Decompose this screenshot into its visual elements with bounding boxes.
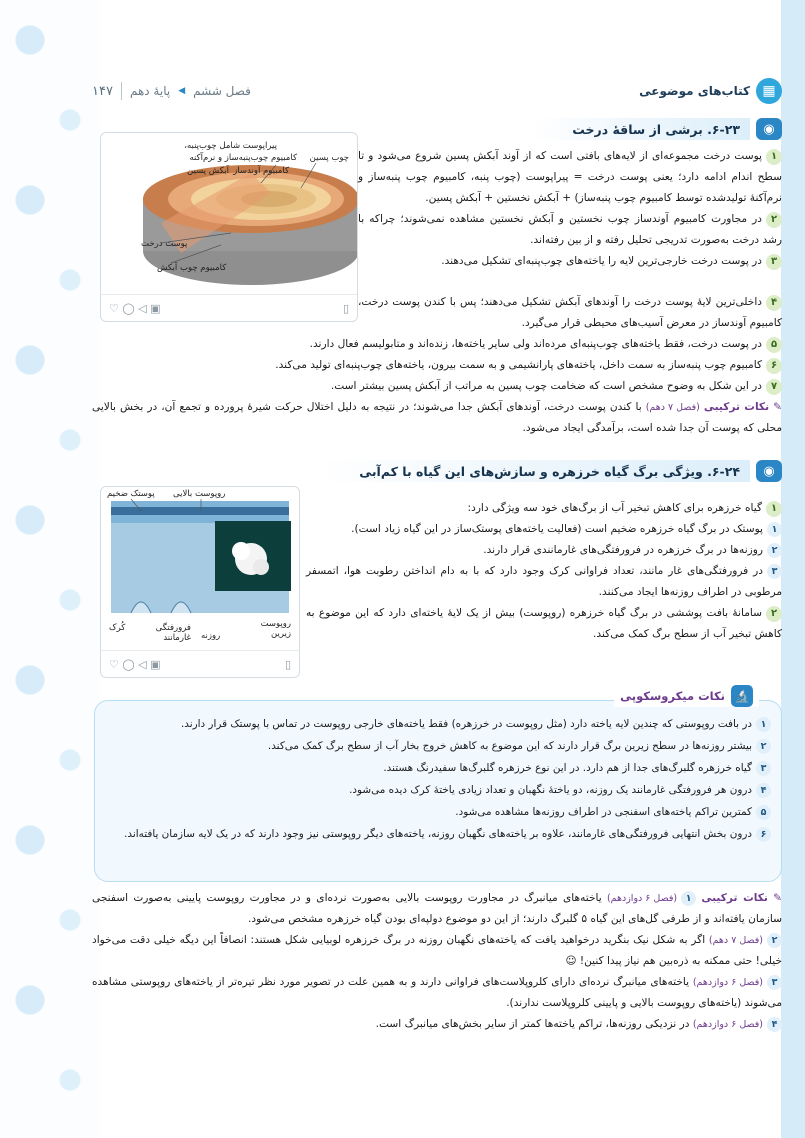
s1-item-1: ۱پوست درخت مجموعه‌ای از لایه‌های بافتی است که از آوند آبکش پسین شروع می‌شود و تا سطح اندام ادامه دارد؛ یعنی پوست درخت = پیراپوست (چوب پنبه، کامبیوم چوب پنبه‌ساز و نرم‌آکنهٔ تولیدشده توسط کامبیوم چوب پنبه‌ساز) + آبکش نخستین + آبکش پسین.: [358, 150, 782, 204]
ribbon-icon: ✎: [773, 892, 783, 904]
heart-icon[interactable]: ♡ ◯ ◁ ▣: [109, 657, 161, 671]
s2-intro: ۱گیاه خرزهره برای کاهش تبخیر آب از برگ‌های خود سه ویژگی دارد:: [306, 498, 782, 519]
s2-sub-1: ۱پوستک در برگ گیاه خرزهره ضخیم است (فعالیت یاخته‌های پوستک‌ساز در این گیاه زیاد است).: [306, 519, 782, 540]
figure-oleander-leaf: [100, 486, 300, 678]
section2-text: [306, 498, 782, 645]
micro-item-2: ۲بیشتر روزنه‌ها در سطح زیرین برگ قرار دارند که این موضوع به کاهش خروج بخار آب از سطح برگ کمک می‌کند.: [105, 735, 771, 757]
combined-notes: [92, 888, 782, 1035]
section-title-text: ۶-۲۴. ویژگی برگ گیاه خرزهره و سازش‌های این گیاه با کم‌آبی: [319, 460, 750, 482]
combo-item-1: ✎ نکات ترکیبی ۱(فصل ۶ دوازدهم) یاخته‌های میانبرگ در مجاورت روپوست بالایی به‌صورت نرده‌ای و در مجاورت روپوست پایینی به‌صورت اسفنجی سازمان یافته‌اند و از طرفی گل‌های این گیاه ۵ گلبرگ دارند؛ از این دو موضوع دولپه‌ای بودن گیاه خرزهره مشخص می‌شود.: [92, 892, 783, 925]
figure-toolbar: [101, 650, 299, 677]
label-tree-bark: پوست درخت: [141, 239, 188, 249]
section1-text-top: [358, 146, 782, 272]
micro-item-6: ۶درون بخش انتهایی فرورفتگی‌های غارمانند، علاوه بر یاخته‌های نگهبان روزنه، یاخته‌های دیگر روپوستی نیز وجود دارند که در یک لایه سازمان یافته‌اند.: [105, 823, 771, 845]
microscope-icon: 🔬: [731, 685, 753, 707]
bookmark-icon[interactable]: ▯: [284, 657, 291, 671]
s1-item-7: ۷در این شکل به وضوح مشخص است که ضخامت چوب پسین به مراتب از آبکش پسین بیشتر است.: [92, 376, 782, 397]
s1-item-6: ۶کامبیوم چوب پنبه‌ساز به سمت داخل، یاخته‌های پارانشیمی و به سمت بیرون، یاخته‌های چوب‌پنبه‌ای تولید می‌کند.: [92, 355, 782, 376]
bookmark-icon[interactable]: ▯: [342, 301, 349, 315]
page-edge-strip: [781, 0, 805, 1138]
micro-item-5: ۵کمترین تراکم یاخته‌های اسفنجی در اطراف روزنه‌ها مشاهده می‌شود.: [105, 801, 771, 823]
section1-text-bottom: [92, 292, 782, 439]
micro-item-4: ۴درون هر فرورفتگی غارمانند یک روزنه، دو یاختهٔ نگهبان و تعداد زیادی یاختهٔ کرک دیده می‌شود.: [105, 779, 771, 801]
label-vascular-cambium: کامبیوم آوندساز: [233, 166, 289, 176]
label-trichome: کُرک: [109, 623, 126, 633]
microscopy-notes-header: 🔬 نکات میکروسکوپی: [614, 685, 759, 707]
microscopy-notes-box: [94, 689, 782, 882]
s1-item-2: ۲در مجاورت کامبیوم آوندساز چوب نخستین و آبکش نخستین مشاهده نمی‌شوند؛ چراکه با رشد درخت به‌صورت تدریجی تحلیل رفته و از بین رفته‌اند.: [358, 213, 782, 246]
breadcrumb-grade: پایهٔ دهم: [129, 84, 171, 98]
s1-item-5: ۵در پوست درخت، فقط یاخته‌های چوب‌پنبه‌ای مرده‌اند ولی سایر یاخته‌ها، زنده‌اند و متابولیسم فعال دارند.: [92, 334, 782, 355]
label-upper-epidermis: روپوست بالایی: [173, 489, 226, 499]
chevron-left-icon: ◀: [178, 86, 186, 96]
page: [92, 0, 782, 1138]
grid-logo-icon: ▦: [756, 78, 782, 104]
combo-item-4: ۴(فصل ۶ دوازدهم) در نزدیکی روزنه‌ها، تراکم یاخته‌ها کمتر از سایر بخش‌های میانبرگ است.: [92, 1014, 782, 1035]
label-secondary-xylem: چوب پسین: [309, 153, 349, 163]
brand-title: کتاب‌های موضوعی: [639, 84, 750, 98]
s1-item-3: ۳در پوست درخت خارجی‌ترین لایه را یاخته‌های چوب‌پنبه‌ای تشکیل می‌دهند.: [358, 251, 782, 272]
s2-sub-3: ۳در فرورفتگی‌های غار مانند، تعداد فراوانی کرک وجود دارد که با به دام انداختن رطوبت هوا، اتمسفر مرطوبی در اطراف روزنه‌ها ایجاد می‌کنند.: [306, 565, 782, 598]
s2-sub-2: ۲روزنه‌ها در برگ خرزهره در فرورفتگی‌های غارمانندی قرار دارند.: [306, 540, 782, 561]
ribbon-icon: ✎: [773, 401, 782, 413]
camera-icon: ◉: [756, 460, 782, 482]
label-stoma: روزنه: [201, 631, 221, 641]
page-number: ۱۴۷: [92, 83, 113, 99]
heart-icon[interactable]: ♡ ◯ ◁ ▣: [109, 301, 161, 315]
section-title-2: [319, 458, 782, 484]
page-header: [92, 78, 782, 112]
camera-icon: ◉: [756, 118, 782, 140]
decorative-pattern: [0, 0, 100, 1138]
label-periderm: پیراپوست شامل چوب‌پنبه،: [184, 141, 277, 151]
s1-item-4: ۴داخلی‌ترین لایهٔ پوست درخت را آوندهای آبکش تشکیل می‌دهند؛ پس با کندن پوست درخت، کامبیوم آوندساز در معرض آسیب‌های محیطی قرار می‌گیرد.: [358, 296, 782, 329]
label-cork-cambium: کامبیوم چوب‌پنبه‌ساز و نرم‌آکنه: [189, 153, 297, 163]
micro-item-3: ۳گیاه خرزهره گلبرگ‌های جدا از هم دارد. در این نوع خرزهره گلبرگ‌ها سفیدرنگ هستند.: [105, 757, 771, 779]
micro-item-1: ۱در بافت روپوستی که چندین لایه یاخته دارد (مثل روپوست در خرزهره) فقط یاخته‌های خارجی روپوست در تماس با پوستک قرار دارند.: [105, 713, 771, 735]
brand: [639, 78, 782, 104]
section-title-1: [532, 116, 782, 142]
breadcrumb-chapter: فصل ششم: [193, 84, 251, 98]
microscopy-notes-list: [105, 713, 771, 845]
divider: [121, 82, 122, 100]
label-secondary-phloem: آبکش پسین: [187, 166, 229, 176]
section-title-text: ۶-۲۳. برشی از ساقهٔ درخت: [532, 118, 750, 140]
combo-item-3: ۳(فصل ۶ دوازدهم) یاخته‌های میانبرگ نرده‌ای دارای کلروپلاست‌های فراوانی دارند و به همین علت در تصویر مورد نظر تیره‌تر از یاخته‌های روپوستی مشاهده می‌شوند (یاخته‌های روپوست بالایی و پایینی کلروپلاست ندارند).: [92, 976, 782, 1009]
smiley-icon: ☺: [565, 955, 577, 967]
s2-item-2: ۲سامانهٔ بافت پوششی در برگ گیاه خرزهره (روپوست) بیش از یک لایهٔ یاخته‌ای دارد که این موضوع به کاهش تبخیر آب از سطح برگ کمک می‌کند.: [306, 607, 782, 640]
label-lower-epidermis: روپوست زیرین: [260, 619, 291, 639]
label-cave-depression: فرورفتگی غارمانند: [155, 623, 191, 643]
combo-item-2: ۲(فصل ۷ دهم) اگر به شکل نیک بنگرید درخواهید یافت که یاخته‌های نگهبان روزنه در برگ خرزهره لوبیایی شکل هستند: انصافاً این دیگه خیلی دقت می‌خواد خیلی! حتی ممکنه به ذره‌بین هم نیاز پیدا کنین! ☺: [92, 934, 782, 967]
breadcrumb: [92, 82, 251, 100]
label-phloem-cambium: کامبیوم چوب آبکش: [157, 263, 227, 273]
s1-combo-note: ✎ نکات ترکیبی (فصل ۷ دهم) با کندن پوست درخت، آوندهای آبکش جدا می‌شوند؛ در نتیجه به دلیل اختلال حرکت شیرهٔ پرورده و تجمع آن، در بخش بالایی محلی که پوست آن جدا شده است، برآمدگی ایجاد می‌شود.: [92, 401, 782, 434]
label-thick-cuticle: پوستک ضخیم: [107, 489, 155, 499]
